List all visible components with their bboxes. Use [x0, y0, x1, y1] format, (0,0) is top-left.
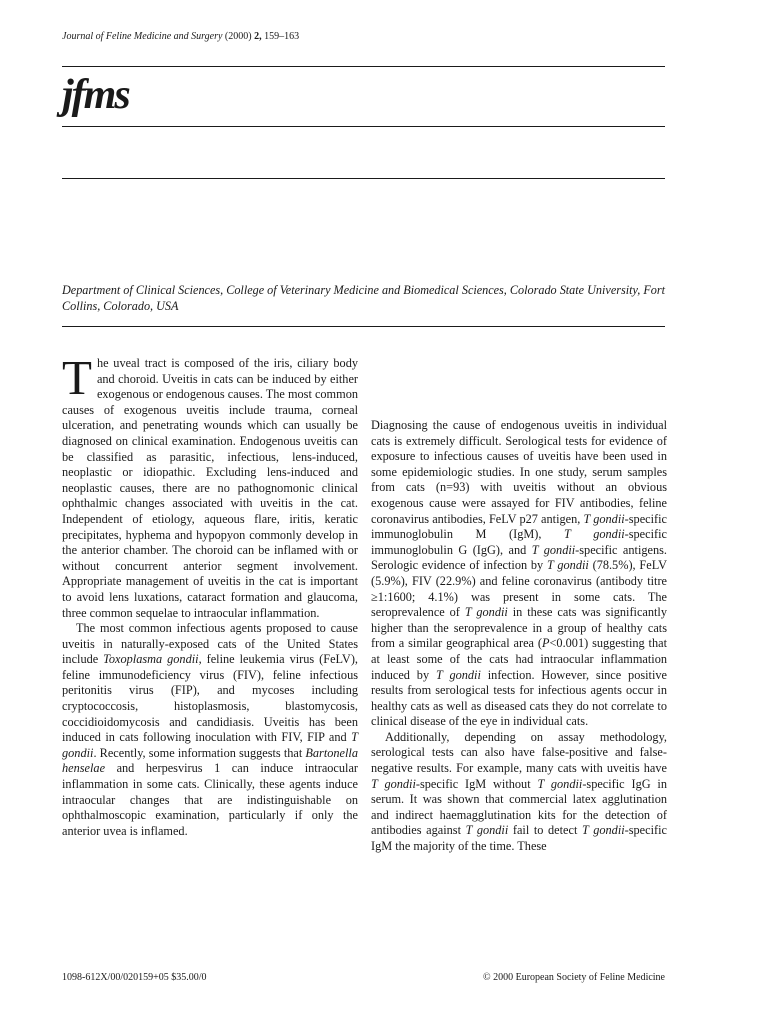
- paragraph-text: -specific IgM the majority of the time. These: [371, 823, 667, 854]
- journal-year: (2000): [224, 31, 252, 42]
- paragraph: [371, 730, 667, 855]
- footer-copyright: © 2000 European Society of Feline Medicine: [483, 972, 665, 983]
- affiliation-rule: [62, 326, 665, 327]
- species-name: T gondii: [531, 542, 576, 557]
- paragraph: [62, 350, 358, 621]
- paragraph-text: and herpesvirus 1 can induce intraocular inflammation in some cats. Clinically, these agents induce intraocular changes that are indistinguishable on ophthalmoscopic examination, particularly if only the anterior uvea is inflamed.: [62, 761, 358, 838]
- paragraph-text: <0.001) suggesting that at least some of the cats had intraocular inflammation induced by: [371, 636, 668, 682]
- species-name: T gondii: [465, 823, 509, 838]
- paragraph-text: -specific IgM without: [415, 776, 538, 791]
- drop-cap: T: [62, 350, 92, 405]
- footer-issn-price: 1098-612X/00/020159+05 $35.00/0: [62, 972, 207, 983]
- paragraph-text: Additionally, depending on assay methodology, serological tests can also have false-positive and false-negative results. For example, many cats with uveitis have: [371, 729, 667, 776]
- journal-volume: 2,: [254, 31, 262, 42]
- paragraph-text: -specific immunoglobulin G (IgG), and: [371, 527, 667, 557]
- journal-logo: jfms: [62, 72, 129, 118]
- species-name: T gondii: [371, 776, 416, 791]
- paragraph: [62, 621, 358, 839]
- species-name: T gondii: [564, 527, 625, 542]
- paragraph: [371, 418, 667, 730]
- species-name: Bartonella henselae: [62, 745, 358, 776]
- header-rule-middle: [62, 126, 665, 127]
- species-name: T gondii: [546, 558, 589, 573]
- paragraph-text: -specific antigens. Serologic evidence of infection by: [371, 542, 667, 573]
- paragraph-text: . Recently, some information suggests that: [93, 745, 306, 760]
- p-value-symbol: P: [541, 636, 550, 651]
- paragraph-text: he uveal tract is composed of the iris, ciliary body and choroid. Uveitis in cats can be induced by either exogenous or endogenous causes. The most common causes of exogenous uveitis include trauma, corneal ulceration, and penetrating wounds which can usually be diagnosed on clinical examination. Endogenous uveitis can be classified as parasitic, infectious, lens-induced, neoplastic or idiopathic. Excluding lens-induced and neoplastic causes, there are no pathognomonic clinical ophthalmic changes associated with uveitis in the cat. Independent of etiology, aqueous flare, iritis, keratic precipitates, hyphema and hypopyon commonly develop in the anterior chamber. The choroid can be inflamed with or without concurrent anterior segment involvement. Appropriate management of uveitis in the cat is important to avoid lens luxations, cataract formation and glaucoma, three common sequelae to intraocular inflammation.: [62, 356, 358, 620]
- species-name: Toxoplasma gondii: [103, 652, 199, 667]
- paragraph-text: (78.5%), FeLV (5.9%), FIV (22.9%) and feline coronavirus (antibody titre ≥1:1600; 4.1%) was present in some cats. The seroprevalence of: [371, 558, 667, 620]
- species-name: T gondii: [537, 776, 583, 791]
- header-rule-lower: [62, 178, 665, 179]
- species-name: T gondii: [583, 511, 625, 526]
- species-name: T gondii: [62, 730, 358, 760]
- journal-pages: 159–163: [264, 31, 300, 42]
- right-column: [371, 418, 667, 855]
- paragraph-text: -specific IgG in serum. It was shown that commercial latex agglutination and indirect haemagglutination kits for the detection of antibodies against: [371, 776, 667, 838]
- paragraph-text: fail to detect: [508, 823, 582, 838]
- left-column: [62, 350, 358, 839]
- author-affiliation: Department of Clinical Sciences, College of Veterinary Medicine and Biomedical Sciences, Colorado State University, Fort Collins, Colorado, USA: [62, 283, 665, 313]
- header-rule-top: [62, 66, 665, 67]
- paragraph-text: , feline leukemia virus (FeLV), feline immunodeficiency virus (FIV), feline infectious peritonitis virus (FIP), and mycoses including cryptococcosis, histoplasmosis, blastomycosis, coccidioidomycosis and candidiasis. Uveitis has been induced in cats following inoculation with FIV, FIP and: [62, 652, 358, 745]
- species-name: T gondii: [464, 605, 508, 620]
- paragraph-text: infection. However, since positive results from serological tests for infectious agents occur in healthy cats as well as diseased cats they do not correlate to clinical disease of the eye in individual cats.: [371, 667, 668, 729]
- species-name: T gondii: [582, 823, 625, 838]
- paragraph-text: Diagnosing the cause of endogenous uveitis in individual cats is extremely difficult. Serological tests for evidence of exposure to infectious causes of uveitis have been used in some epidemiologic studies. In one study, serum samples from cats (n=93) with uveitis without an obvious exogenous cause were assayed for FIV antibodies, feline coronavirus antibodies, FeLV p27 antigen,: [371, 418, 667, 526]
- journal-citation: [62, 31, 299, 42]
- journal-name: Journal of Feline Medicine and Surgery: [62, 31, 223, 42]
- paragraph-text: in these cats was significantly higher than the seroprevalence in a group of healthy cats from a similar geographical area (: [371, 605, 668, 651]
- species-name: T gondii: [435, 667, 481, 682]
- paragraph-text: -specific immunoglobulin M (IgM),: [371, 511, 668, 542]
- paragraph-text: The most common infectious agents proposed to cause uveitis in naturally-exposed cats of the United States include: [62, 621, 358, 667]
